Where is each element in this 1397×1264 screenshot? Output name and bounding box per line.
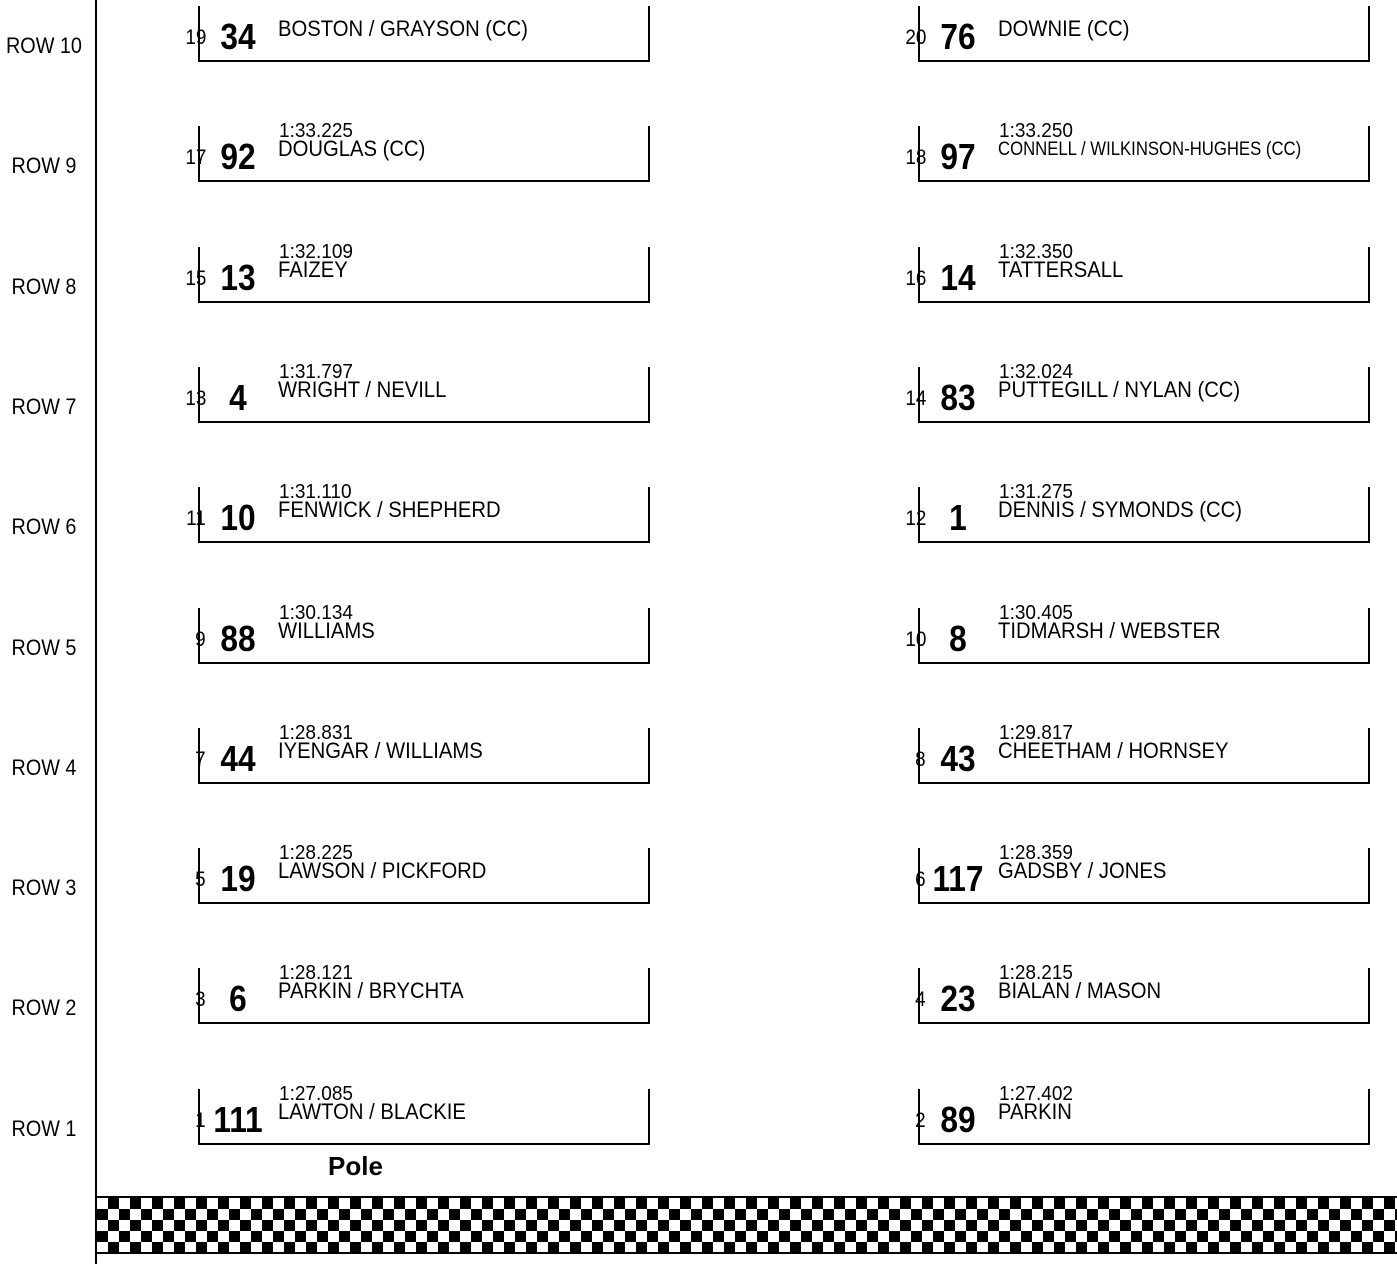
lap-time: 1:31.797	[279, 360, 353, 383]
row-label: ROW 9	[11, 153, 77, 179]
car-number: 10	[220, 497, 256, 539]
checkered-flag-strip	[97, 1196, 1397, 1254]
car-number-underline	[200, 541, 284, 543]
car-number: 43	[940, 737, 976, 779]
car-number: 92	[220, 136, 256, 178]
car-number: 4	[229, 376, 247, 418]
driver-names: WILLIAMS	[278, 617, 375, 643]
car-number-underline	[200, 180, 284, 182]
lap-time: 1:30.405	[999, 601, 1073, 624]
lap-time: 1:31.275	[999, 481, 1073, 504]
car-number-underline	[200, 902, 284, 904]
car-number: 23	[940, 978, 976, 1020]
car-number-underline	[200, 60, 284, 62]
car-number: 1	[949, 497, 967, 539]
grid-slot-right	[915, 1082, 1378, 1147]
driver-names: CHEETHAM / HORNSEY	[998, 737, 1229, 763]
row-label: ROW 5	[11, 634, 77, 660]
driver-names: FENWICK / SHEPHERD	[278, 497, 501, 523]
car-number-underline	[200, 662, 284, 664]
car-number-underline	[200, 1143, 284, 1145]
car-number-underline	[920, 180, 1004, 182]
lap-time: 1:30.134	[279, 601, 353, 624]
driver-names: TATTERSALL	[998, 256, 1124, 282]
car-number: 14	[940, 256, 976, 298]
row-label: ROW 7	[11, 393, 77, 419]
grid-slot-right	[915, 844, 1378, 906]
car-number-underline	[920, 782, 1004, 784]
grid-slot-left	[195, 1082, 658, 1147]
car-number: 89	[940, 1098, 976, 1140]
grid-position: 15	[184, 266, 206, 290]
driver-names: FAIZEY	[278, 256, 348, 282]
grid-left-rule	[95, 0, 97, 1264]
car-number-underline	[200, 301, 284, 303]
pole-label: Pole	[328, 1151, 383, 1181]
driver-names: CONNELL / WILKINSON-HUGHES (CC)	[998, 139, 1302, 161]
car-number-underline	[920, 301, 1004, 303]
row-label: ROW 1	[11, 1115, 77, 1141]
lap-time: 1:32.350	[999, 240, 1073, 263]
row-label: ROW 4	[11, 754, 77, 780]
car-number: 34	[220, 16, 256, 57]
car-number: 44	[220, 737, 256, 779]
grid-position: 18	[904, 146, 926, 170]
grid-slot-left	[184, 240, 658, 305]
grid-position: 20	[904, 26, 926, 49]
lap-time: 1:27.402	[999, 1082, 1073, 1105]
car-number-underline	[200, 1022, 284, 1024]
driver-names: DOUGLAS (CC)	[278, 136, 426, 162]
car-number: 83	[940, 376, 976, 418]
lap-time: 1:28.121	[279, 962, 353, 985]
lap-time: 1:29.817	[999, 721, 1073, 744]
row-label: ROW 6	[11, 514, 77, 540]
driver-names: PARKIN / BRYCHTA	[278, 978, 464, 1004]
car-number: 117	[932, 858, 984, 900]
car-number: 111	[213, 1098, 263, 1140]
car-number: 8	[949, 617, 967, 659]
grid-slot-left	[184, 2, 658, 64]
row-label: ROW 10	[6, 33, 82, 58]
driver-names: DENNIS / SYMONDS (CC)	[998, 497, 1243, 523]
grid-position: 17	[184, 146, 206, 170]
grid-position: 11	[186, 507, 206, 531]
grid-slot-left	[184, 122, 658, 184]
grid-position: 10	[904, 627, 926, 651]
lap-time: 1:27.085	[279, 1082, 353, 1105]
grid-position: 5	[195, 868, 206, 892]
grid-slot-left	[195, 601, 658, 666]
grid-position: 6	[915, 868, 926, 892]
car-number: 97	[940, 136, 976, 178]
car-number-underline	[920, 60, 1004, 62]
grid-slot-right	[904, 483, 1378, 545]
driver-names: IYENGAR / WILLIAMS	[278, 737, 483, 763]
grid-position: 2	[915, 1108, 926, 1132]
lap-time: 1:32.109	[279, 240, 353, 263]
grid-slot-right	[915, 721, 1378, 786]
lap-time: 1:31.110	[279, 481, 352, 504]
lap-time: 1:28.831	[279, 721, 353, 744]
car-number-underline	[920, 541, 1004, 543]
grid-position: 7	[195, 747, 206, 771]
car-number-underline	[200, 421, 284, 423]
grid-slot-left	[186, 483, 658, 545]
grid-position: 14	[904, 386, 926, 410]
grid-slot-left	[184, 360, 658, 425]
grid-position: 4	[915, 988, 926, 1012]
grid-slot-right	[904, 240, 1378, 305]
driver-names: BIALAN / MASON	[998, 978, 1162, 1004]
lap-time: 1:33.250	[999, 120, 1073, 143]
lap-time: 1:33.225	[279, 120, 353, 143]
driver-names: LAWSON / PICKFORD	[278, 858, 487, 884]
car-number: 6	[229, 978, 247, 1020]
grid-position: 8	[915, 747, 926, 771]
grid-slot-right	[904, 601, 1378, 666]
grid-position: 19	[184, 26, 206, 49]
grid-position: 13	[184, 386, 206, 410]
grid-slot-left	[195, 964, 658, 1026]
grid-position: 16	[904, 266, 926, 290]
grid-position: 3	[195, 988, 206, 1012]
car-number-underline	[920, 902, 1004, 904]
driver-names: PARKIN	[998, 1098, 1072, 1124]
lap-time: 1:32.024	[999, 360, 1073, 383]
lap-time: 1:28.215	[999, 962, 1073, 985]
grid-slot-right	[904, 2, 1378, 64]
grid-slot-right	[904, 360, 1378, 425]
driver-names: TIDMARSH / WEBSTER	[998, 617, 1221, 643]
grid-slot-left	[195, 844, 658, 906]
driver-names: DOWNIE (CC)	[998, 16, 1130, 41]
car-number-underline	[920, 662, 1004, 664]
row-label: ROW 2	[11, 995, 77, 1021]
car-number-underline	[200, 782, 284, 784]
lap-time: 1:28.359	[999, 842, 1073, 865]
driver-names: LAWTON / BLACKIE	[278, 1098, 466, 1124]
car-number: 13	[220, 256, 256, 298]
grid-position: 9	[195, 627, 206, 651]
grid-slot-right	[904, 122, 1378, 184]
driver-names: BOSTON / GRAYSON (CC)	[278, 16, 529, 41]
car-number-underline	[920, 1143, 1004, 1145]
grid-slot-right	[915, 964, 1378, 1026]
row-label: ROW 3	[11, 875, 77, 901]
grid-position: 12	[904, 507, 926, 531]
car-number-underline	[920, 421, 1004, 423]
driver-names: WRIGHT / NEVILL	[278, 376, 447, 402]
lap-time: 1:28.225	[279, 842, 353, 865]
car-number-underline	[920, 1022, 1004, 1024]
grid-position: 1	[195, 1108, 206, 1132]
driver-names: PUTTEGILL / NYLAN (CC)	[998, 376, 1241, 402]
car-number: 19	[220, 858, 256, 900]
grid-slot-left	[195, 721, 658, 786]
car-number: 76	[940, 16, 976, 57]
car-number: 88	[220, 617, 256, 659]
driver-names: GADSBY / JONES	[998, 858, 1167, 884]
row-label: ROW 8	[11, 273, 77, 299]
